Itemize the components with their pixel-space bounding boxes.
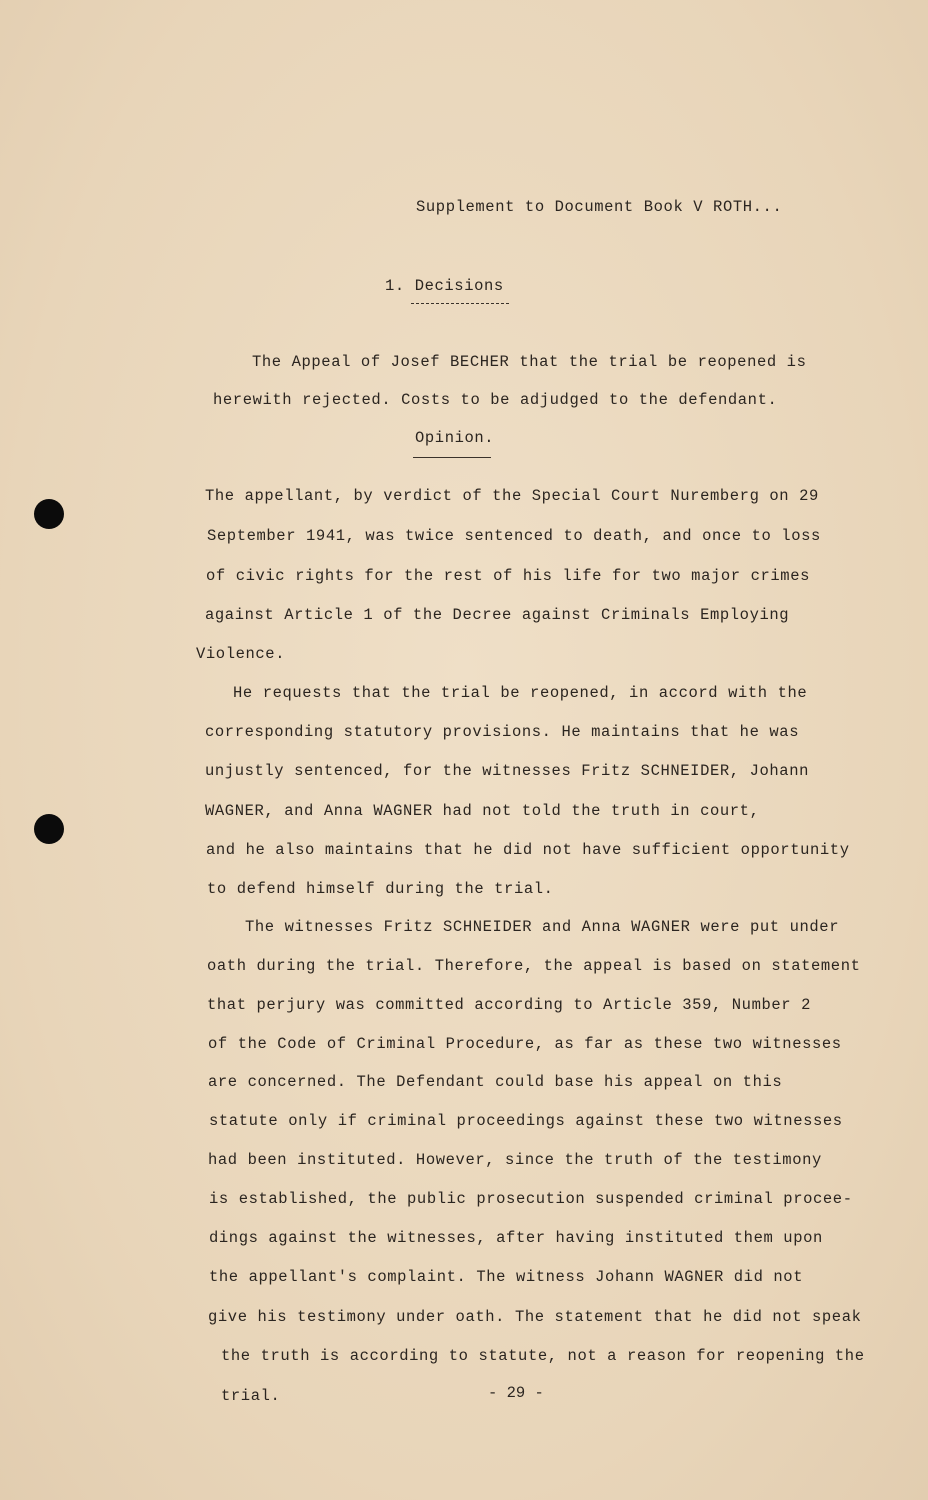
decision-line: herewith rejected. Costs to be adjudged to the defendant. [213,391,778,409]
body-line: are concerned. The Defendant could base his appeal on this [208,1073,783,1091]
body-line: to defend himself during the trial. [207,880,554,898]
opinion-underline [413,457,491,458]
body-line: Violence. [196,645,286,663]
body-line: the appellant's complaint. The witness Johann WAGNER did not [209,1268,804,1286]
body-line: dings against the witnesses, after having instituted them upon [209,1229,823,1247]
document-header: Supplement to Document Book V ROTH... [416,198,783,216]
body-line: had been instituted. However, since the truth of the testimony [208,1151,822,1169]
punch-hole [34,499,64,529]
body-line: the truth is according to statute, not a reason for reopening the [221,1347,865,1365]
body-line: of civic rights for the rest of his life for two major crimes [206,567,810,585]
body-line: statute only if criminal proceedings against these two witnesses [209,1112,843,1130]
decision-line: The Appeal of Josef BECHER that the trial be reopened is [252,353,807,371]
body-line: trial. [221,1387,281,1405]
heading-underline [411,303,509,304]
body-line: against Article 1 of the Decree against Criminals Employing [205,606,790,624]
body-line: He requests that the trial be reopened, in accord with the [233,684,808,702]
body-line: WAGNER, and Anna WAGNER had not told the truth in court, [205,802,760,820]
body-line: of the Code of Criminal Procedure, as far as these two witnesses [208,1035,842,1053]
body-line: give his testimony under oath. The statement that he did not speak [208,1308,862,1326]
body-line: and he also maintains that he did not have sufficient opportunity [206,841,850,859]
section-heading: 1. Decisions [385,277,504,295]
body-line: that perjury was committed according to Article 359, Number 2 [207,996,811,1014]
body-line: unjustly sentenced, for the witnesses Fritz SCHNEIDER, Johann [205,762,809,780]
body-line: is established, the public prosecution suspended criminal procee- [209,1190,853,1208]
page-number: - 29 - [488,1384,544,1402]
body-line: The witnesses Fritz SCHNEIDER and Anna WAGNER were put under [245,918,840,936]
opinion-heading: Opinion. [415,429,495,447]
body-line: The appellant, by verdict of the Special Court Nuremberg on 29 [205,487,819,505]
body-line: September 1941, was twice sentenced to death, and once to loss [207,527,821,545]
body-line: corresponding statutory provisions. He maintains that he was [205,723,800,741]
punch-hole [34,814,64,844]
body-line: oath during the trial. Therefore, the appeal is based on statement [207,957,861,975]
